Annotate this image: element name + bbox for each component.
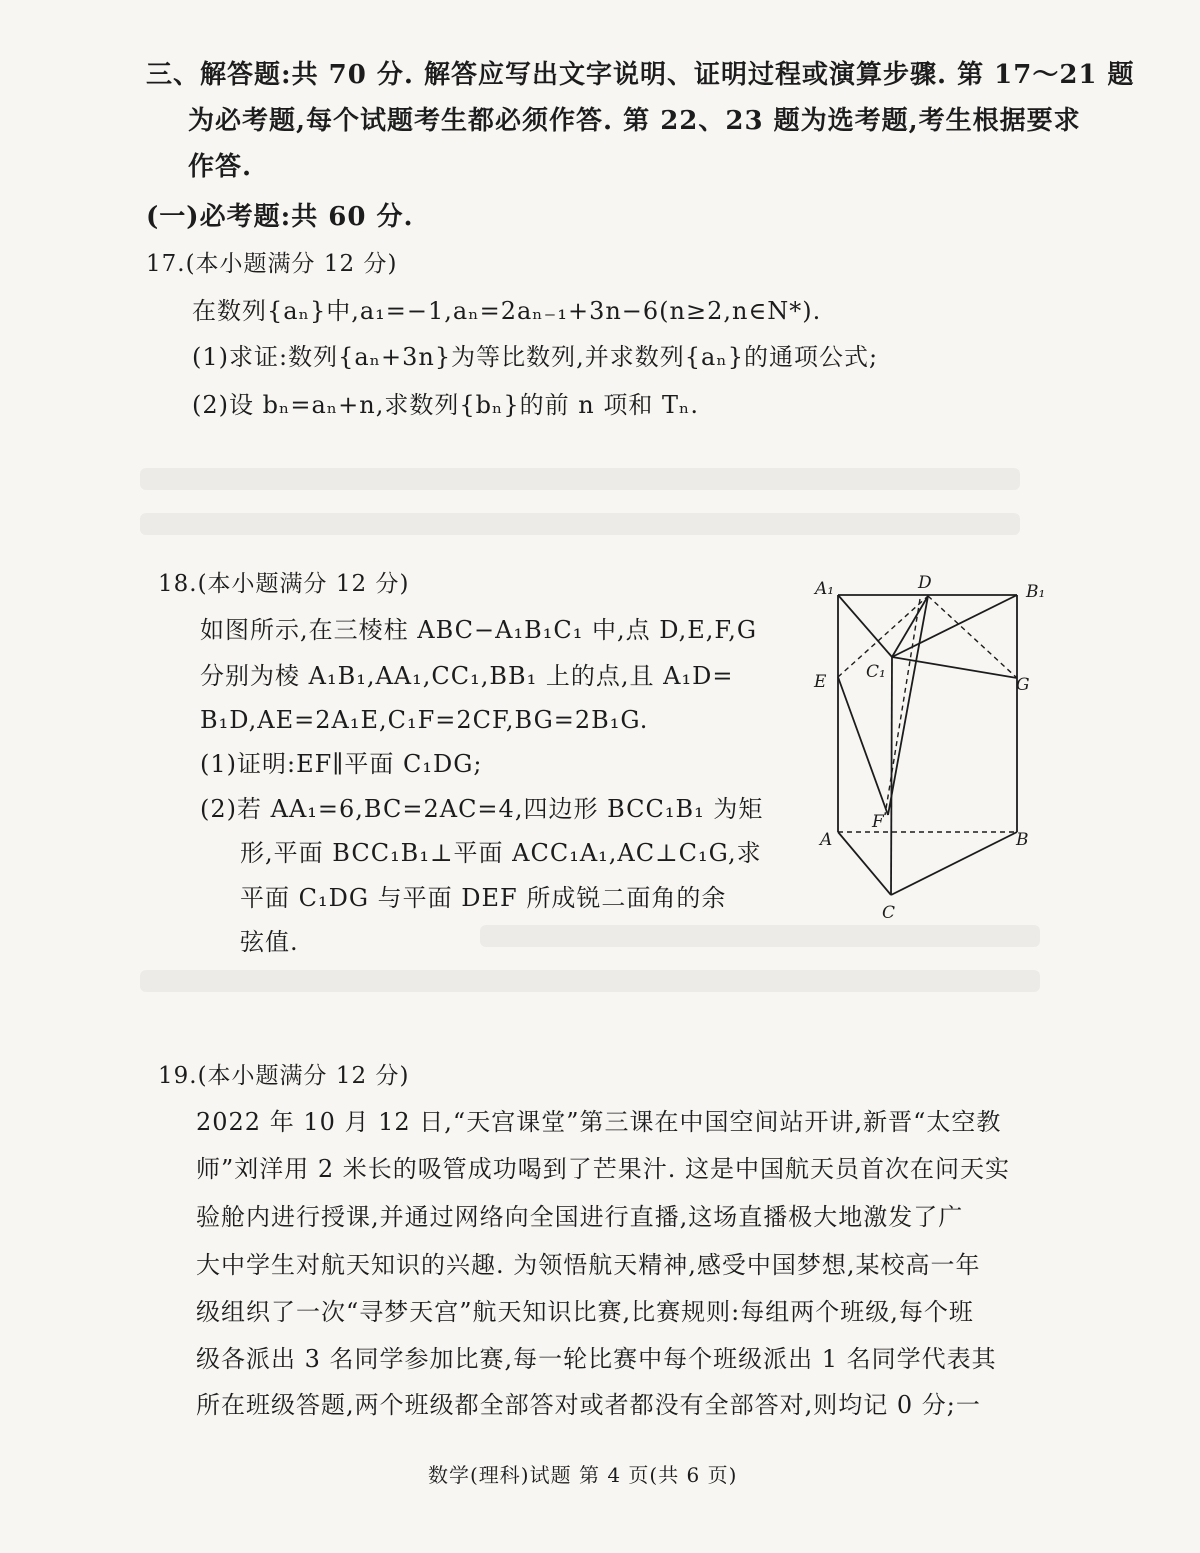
- question-line: (1)证明:EF∥平面 C₁DG;: [200, 750, 483, 778]
- bleed-through-mark: [140, 970, 1040, 992]
- question-line: 平面 C₁DG 与平面 DEF 所成锐二面角的余: [240, 884, 727, 912]
- label-c: C: [882, 903, 896, 923]
- edge-a-c: [838, 832, 891, 895]
- question-line: 大中学生对航天知识的兴趣. 为领悟航天精神,感受中国梦想,某校高一年: [196, 1251, 981, 1279]
- label-g: G: [1016, 675, 1030, 695]
- question-line: B₁D,AE=2A₁E,C₁F=2CF,BG=2B₁G.: [200, 706, 649, 734]
- question-line: 级各派出 3 名同学参加比赛,每一轮比赛中每个班级派出 1 名同学代表其: [196, 1345, 997, 1373]
- question-line: 2022 年 10 月 12 日,“天宫课堂”第三课在中国空间站开讲,新晋“太空教: [196, 1108, 1002, 1136]
- question-line: 如图所示,在三棱柱 ABC−A₁B₁C₁ 中,点 D,E,F,G: [200, 616, 758, 644]
- question-line: 弦值.: [240, 928, 299, 956]
- section-heading-line: 三、解答题:共 70 分. 解答应写出文字说明、证明过程或演算步骤. 第 17～21 题: [146, 60, 1135, 90]
- label-a1: A₁: [815, 579, 835, 599]
- question-line: 形,平面 BCC₁B₁⊥平面 ACC₁A₁,AC⊥C₁G,求: [240, 839, 762, 867]
- label-f: F: [872, 812, 884, 832]
- question-line: 所在班级答题,两个班级都全部答对或者都没有全部答对,则均记 0 分;一: [196, 1391, 981, 1419]
- bleed-through-mark: [480, 925, 1040, 947]
- question-line: 级组织了一次“寻梦天宫”航天知识比赛,比赛规则:每组两个班级,每个班: [196, 1298, 974, 1326]
- question-line: 验舱内进行授课,并通过网络向全国进行直播,这场直播极大地激发了广: [196, 1203, 964, 1231]
- label-e: E: [814, 672, 827, 692]
- label-a: A: [820, 830, 833, 850]
- section-heading-line: 为必考题,每个试题考生都必须作答. 第 22、23 题为选考题,考生根据要求: [188, 106, 1081, 136]
- edge-c1-c: [891, 657, 892, 895]
- section-subheading: (一)必考题:共 60 分.: [146, 202, 414, 232]
- label-c1: C₁: [866, 662, 886, 682]
- bleed-through-mark: [140, 513, 1020, 535]
- question-line: (2)若 AA₁=6,BC=2AC=4,四边形 BCC₁B₁ 为矩: [200, 795, 764, 823]
- hidden-segment-d-f: [885, 599, 920, 815]
- edge-a1-c1: [838, 595, 892, 657]
- bleed-through-mark: [140, 468, 1020, 490]
- question-line: (2)设 bₙ=aₙ+n,求数列{bₙ}的前 n 项和 Tₙ.: [192, 391, 700, 419]
- question-header: 17.(本小题满分 12 分): [146, 251, 398, 277]
- segment-c1-g: [892, 657, 1017, 678]
- question-line: (1)求证:数列{aₙ+3n}为等比数列,并求数列{aₙ}的通项公式;: [192, 343, 879, 371]
- page-footer: 数学(理科)试题 第 4 页(共 6 页): [428, 1463, 738, 1487]
- edge-c-b: [891, 832, 1017, 895]
- question-header: 18.(本小题满分 12 分): [158, 571, 410, 597]
- segment-e-f: [838, 677, 888, 815]
- question-header: 19.(本小题满分 12 分): [158, 1063, 410, 1089]
- prism-figure: [800, 565, 1046, 925]
- question-line: 师”刘洋用 2 米长的吸管成功喝到了芒果汁. 这是中国航天员首次在问天实: [196, 1155, 1011, 1183]
- question-line: 在数列{aₙ}中,a₁=−1,aₙ=2aₙ₋₁+3n−6(n≥2,n∈N*).: [192, 297, 822, 325]
- label-b: B: [1016, 830, 1029, 850]
- section-heading-line: 作答.: [188, 152, 253, 182]
- label-d: D: [918, 573, 932, 593]
- label-b1: B₁: [1026, 582, 1046, 602]
- question-line: 分别为棱 A₁B₁,AA₁,CC₁,BB₁ 上的点,且 A₁D=: [200, 662, 734, 690]
